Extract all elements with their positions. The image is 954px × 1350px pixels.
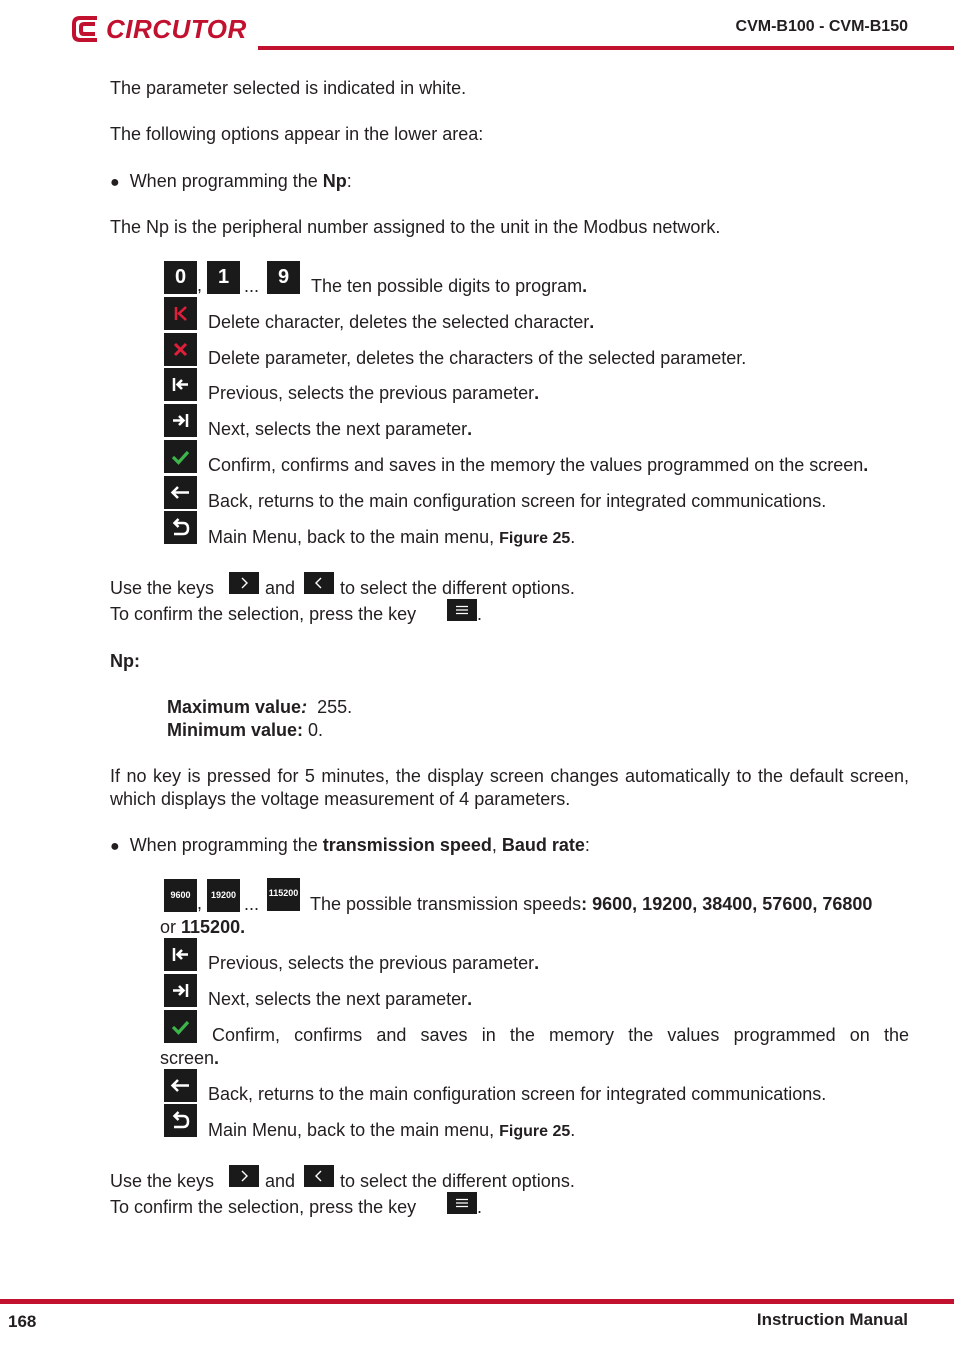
np-item-previous-text: Previous, selects the previous parameter [208, 383, 535, 403]
baud-bullet-prefix: When programming the [129, 835, 323, 855]
intro-paragraph-2: The following options appear in the lower area: [110, 124, 484, 144]
header-rule [258, 46, 954, 50]
left-arrow-key-icon [304, 1165, 334, 1187]
np-item-digits-text: The ten possible digits to program [311, 276, 583, 296]
baud-item-back-text: Back, returns to the main configuration screen for integrated communications. [208, 1084, 827, 1104]
np-item-delete-char [208, 311, 594, 333]
speeds-or: or [160, 917, 182, 937]
speed-key-9600-label: 9600 [170, 890, 191, 900]
baud-bullet-sep: , [491, 835, 502, 855]
np-item-main-menu-text: Main Menu, back to the main menu, [208, 527, 500, 547]
np-item-confirm-end: . [863, 455, 869, 475]
baud-item-next [208, 988, 472, 1010]
digit-ellipsis: ... [244, 276, 260, 296]
np-item-delete-param [208, 347, 746, 369]
speeds-values: : 9600, 19200, 38400, 57600, 76800 [581, 894, 873, 914]
min-value: 0. [308, 720, 324, 740]
np-item-back-text: Back, returns to the main configuration screen for integrated communications. [208, 491, 827, 511]
np-confirm-line: To confirm the selection, press the key [110, 604, 417, 624]
np-item-digits-end: . [582, 276, 588, 296]
np-item-next [208, 418, 472, 440]
previous-icon [164, 938, 197, 971]
circutor-logo-icon [70, 12, 104, 46]
baud-item-previous-text: Previous, selects the previous parameter [208, 953, 535, 973]
max-value: 255. [317, 697, 353, 717]
back-icon [164, 1069, 197, 1102]
bullet-dot: ● [110, 174, 120, 191]
page-number: 168 [8, 1312, 37, 1331]
confirm-icon [164, 1010, 197, 1043]
baud-item-previous [208, 952, 539, 974]
baud-item-back [208, 1083, 826, 1105]
brand-name: CIRCUTOR [106, 14, 247, 44]
next-icon [164, 404, 197, 437]
baud-keys-line: Use the keys [110, 1171, 215, 1191]
baud-confirm-line: To confirm the selection, press the key [110, 1197, 417, 1217]
circutor-logo [70, 10, 250, 48]
speed-key-9600 [164, 879, 197, 912]
np-item-main-menu [208, 526, 575, 550]
baud-confirm-line-end: . [477, 1197, 483, 1217]
digit-key-1 [207, 261, 240, 294]
baud-bullet-bold-1: transmission speed [322, 835, 492, 855]
np-max-value [167, 696, 352, 718]
speeds-line-2 [160, 916, 245, 938]
np-item-back [208, 490, 826, 512]
digit-key-9-label: 9 [277, 266, 290, 288]
np-min-value [167, 719, 323, 741]
baud-item-confirm-cont-text: screen [160, 1048, 215, 1068]
back-icon [164, 476, 197, 509]
bullet-dot: ● [110, 838, 120, 855]
baud-bullet-bold-2: Baud rate [501, 835, 585, 855]
max-label: Maximum value [167, 697, 302, 717]
baud-item-main-menu [208, 1119, 575, 1143]
baud-keys-line-and: and [265, 1171, 296, 1191]
np-item-confirm-text: Confirm, confirms and saves in the memory the values programmed on the screen [208, 455, 864, 475]
baud-keys-line-suffix: to select the different options. [340, 1171, 575, 1191]
np-item-next-text: Next, selects the next parameter [208, 419, 468, 439]
np-item-delete-char-end: . [589, 312, 595, 332]
baud-item-confirm-cont [160, 1047, 219, 1069]
np-bullet-suffix: : [346, 171, 352, 191]
digit-comma: , [197, 275, 203, 295]
main-menu-icon [164, 511, 197, 544]
np-item-previous [208, 382, 539, 404]
delete-char-icon [164, 297, 197, 330]
manual-title: Instruction Manual [756, 1310, 908, 1329]
intro-paragraph-1: The parameter selected is indicated in white. [110, 78, 467, 98]
np-bullet-prefix: When programming the [129, 171, 323, 191]
speed-key-115200-label: 115200 [268, 888, 299, 898]
keys-line-prefix: Use the keys [110, 578, 215, 598]
np-item-main-menu-end: . [570, 527, 576, 547]
right-arrow-key-icon [229, 572, 259, 594]
max-colon: : [301, 697, 308, 717]
np-item-previous-end: . [534, 383, 540, 403]
right-arrow-key-icon [229, 1165, 259, 1187]
footer-rule [0, 1299, 954, 1304]
figure-reference: Figure 25 [499, 1123, 571, 1140]
figure-reference: Figure 25 [499, 530, 571, 547]
baud-item-next-end: . [467, 989, 473, 1009]
speed-key-19200 [207, 879, 240, 912]
baud-item-main-menu-text: Main Menu, back to the main menu, [208, 1120, 500, 1140]
main-menu-icon [164, 1104, 197, 1137]
delete-param-icon [164, 333, 197, 366]
np-item-next-end: . [467, 419, 473, 439]
previous-icon [164, 368, 197, 401]
baud-item-previous-end: . [534, 953, 540, 973]
baud-item-confirm-end: . [214, 1048, 220, 1068]
np-description: The Np is the peripheral number assigned to the unit in the Modbus network. [110, 217, 721, 237]
np-item-delete-char-text: Delete character, deletes the selected character [208, 312, 590, 332]
baud-bullet-suffix: : [584, 835, 590, 855]
np-title: Np: [110, 651, 140, 671]
baud-item-confirm-text: Confirm, confirms and saves in the memory the values programmed on the [212, 1025, 909, 1045]
digit-key-0 [164, 261, 197, 294]
timeout-paragraph: If no key is pressed for 5 minutes, the display screen changes automatically to the default screen, which displays the voltage measurement of 4 parameters. [110, 766, 909, 809]
np-item-delete-param-text: Delete parameter, deletes the characters of the selected parameter. [208, 348, 747, 368]
confirm-icon [164, 440, 197, 473]
np-keys-line [110, 577, 214, 599]
speed-ellipsis: ... [244, 894, 260, 914]
digit-key-1-label: 1 [217, 266, 230, 288]
np-item-digits [311, 275, 587, 297]
digit-key-0-label: 0 [174, 266, 187, 288]
baud-item-main-menu-end: . [570, 1120, 576, 1140]
np-bullet-bold: Np [322, 171, 347, 191]
min-label: Minimum value: [167, 720, 304, 740]
digit-key-9 [267, 261, 300, 294]
next-icon [164, 974, 197, 1007]
speeds-line [310, 893, 872, 915]
menu-key-icon [447, 1192, 477, 1214]
speeds-text: The possible transmission speeds [310, 894, 582, 914]
baud-bullet [110, 834, 590, 858]
model-title: CVM-B100 - CVM-B150 [735, 18, 908, 35]
np-bullet [110, 170, 352, 194]
keys-line-suffix: to select the different options. [340, 578, 575, 598]
np-item-confirm [208, 454, 868, 476]
np-confirm-line-end: . [477, 604, 483, 624]
speed-key-19200-label: 19200 [210, 890, 237, 900]
speed-comma: , [197, 893, 203, 913]
speeds-last: 115200. [181, 917, 246, 937]
baud-item-next-text: Next, selects the next parameter [208, 989, 468, 1009]
keys-line-and: and [265, 578, 296, 598]
speed-key-115200 [267, 878, 300, 911]
left-arrow-key-icon [304, 572, 334, 594]
menu-key-icon [447, 599, 477, 621]
